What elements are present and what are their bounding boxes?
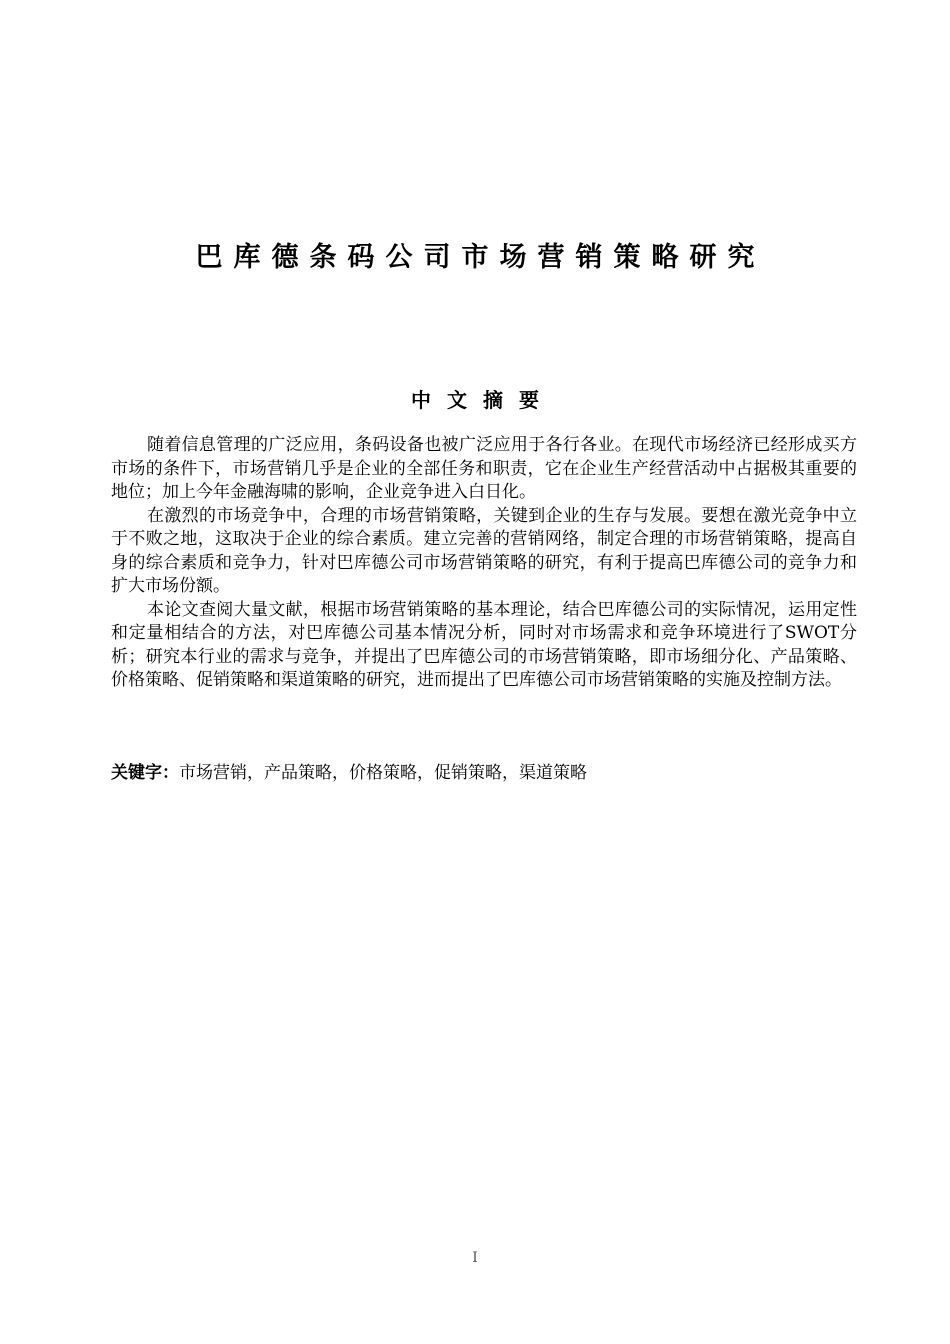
keywords-line: [111, 761, 857, 785]
abstract-heading: 中文摘要: [411, 388, 555, 412]
keywords-label: 关键字：: [111, 763, 179, 783]
keywords-text: 市场营销，产品策略，价格策略，促销策略，渠道策略: [179, 763, 587, 783]
page-number: I: [472, 1250, 478, 1266]
abstract-paragraph-1: 随着信息管理的广泛应用，条码设备也被广泛应用于各行各业。在现代市场经济已经形成买方市场的条件下，市场营销几乎是企业的全部任务和职责，它在企业生产经营活动中占据极其重要的地位；加上今年金融海啸的影响，企业竞争进入白日化。: [111, 435, 857, 502]
page-title: 巴库德条码公司市场营销策略研究: [195, 242, 766, 273]
abstract-body: [111, 434, 857, 693]
abstract-paragraph-2: 在激烈的市场竞争中，合理的市场营销策略，关键到企业的生存与发展。要想在激光竞争中立于不败之地，这取决于企业的综合素质。建立完善的营销网络，制定合理的市场营销策略，提高自身的综合素质和竞争力，针对巴库德公司市场营销策略的研究，有利于提高巴库德公司的竞争力和扩大市场份额。: [111, 505, 857, 596]
abstract-paragraph-3: 本论文查阅大量文献，根据市场营销策略的基本理论，结合巴库德公司的实际情况，运用定性和定量相结合的方法，对巴库德公司基本情况分析，同时对市场需求和竞争环境进行了SWOT分析；研究本行业的需求与竞争，并提出了巴库德公司的市场营销策略，即市场细分化、产品策略、价格策略、促销策略和渠道策略的研究，进而提出了巴库德公司市场营销策略的实施及控制方法。: [111, 599, 857, 690]
